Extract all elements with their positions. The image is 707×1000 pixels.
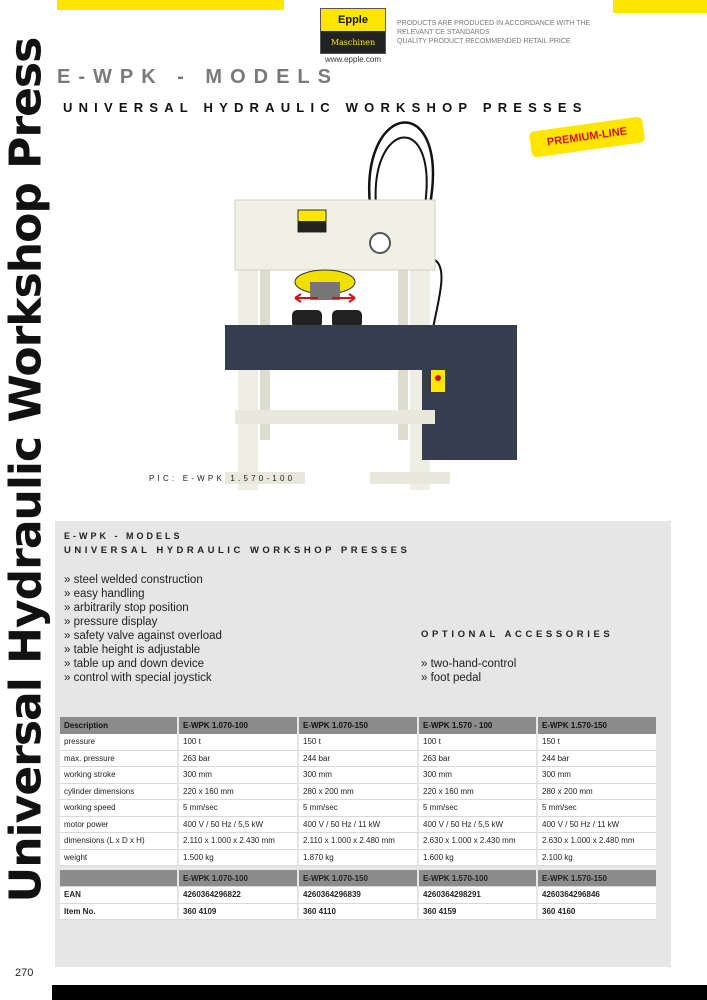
table-cell: motor power: [60, 817, 179, 834]
list-item: » table height is adjustable: [64, 644, 201, 656]
image-caption: PIC: E-WPK 1.570-100: [149, 474, 296, 483]
column-header: Description: [60, 717, 179, 734]
feature-list: [64, 573, 222, 685]
table-cell: 1.600 kg: [419, 850, 538, 867]
accessories-list: [421, 657, 516, 685]
table-cell: 400 V / 50 Hz / 11 kW: [299, 817, 419, 834]
table-cell: 244 bar: [538, 751, 658, 768]
column-header: E-WPK 1.570-150: [538, 717, 658, 734]
table-cell: E-WPK 1.070-150: [299, 870, 419, 887]
table-cell: working stroke: [60, 767, 179, 784]
table-cell: 300 mm: [538, 767, 658, 784]
table-cell: 300 mm: [179, 767, 299, 784]
table-cell: 100 t: [419, 734, 538, 751]
column-header: E-WPK 1.070-100: [179, 717, 299, 734]
premium-line-badge: PREMIUM-LINE: [531, 118, 643, 155]
table-row: [60, 833, 658, 850]
table-cell: 5 mm/sec: [419, 800, 538, 817]
table-cell: 280 x 200 mm: [299, 784, 419, 801]
table-cell: 400 V / 50 Hz / 11 kW: [538, 817, 658, 834]
page-subtitle: UNIVERSAL HYDRAULIC WORKSHOP PRESSES: [63, 100, 588, 115]
table-cell: 4260364296839: [299, 887, 419, 904]
table-row: [60, 751, 658, 768]
table-cell: pressure: [60, 734, 179, 751]
table-cell: 2.100 kg: [538, 850, 658, 867]
table-cell: 263 bar: [179, 751, 299, 768]
table-cell: E-WPK 1.570-150: [538, 870, 658, 887]
bottom-black-bar: [52, 985, 707, 1000]
table-cell: 360 4109: [179, 904, 299, 921]
table-cell: 1.870 kg: [299, 850, 419, 867]
page-title: E-WPK - MODELS: [57, 66, 339, 88]
table-cell: 2.630 x 1.000 x 2.430 mm: [419, 833, 538, 850]
table-cell: 280 x 200 mm: [538, 784, 658, 801]
table-row: [60, 817, 658, 834]
table-cell: 400 V / 50 Hz / 5,5 kW: [179, 817, 299, 834]
table-cell: 360 4110: [299, 904, 419, 921]
list-item: » table up and down device: [64, 658, 205, 670]
table-row-item-no: [60, 904, 658, 921]
table-cell: 5 mm/sec: [299, 800, 419, 817]
logo-subtext: Maschinen: [330, 37, 376, 47]
table-subheader-row: [60, 870, 658, 887]
vertical-section-title: Universal Hydraulic Workshop Press: [0, 37, 52, 903]
panel-subtitle: UNIVERSAL HYDRAULIC WORKSHOP PRESSES: [64, 545, 411, 556]
ce-notice-line: PRODUCTS ARE PRODUCED IN ACCORDANCE WITH THE: [397, 20, 591, 27]
list-item: » steel welded construction: [64, 574, 203, 586]
table-cell: E-WPK 1.070-100: [179, 870, 299, 887]
column-header: E-WPK 1.570 - 100: [419, 717, 538, 734]
table-cell: weight: [60, 850, 179, 867]
table-cell: working speed: [60, 800, 179, 817]
table-row-ean: [60, 887, 658, 904]
table-cell: Item No.: [60, 904, 179, 921]
table-cell: 1.500 kg: [179, 850, 299, 867]
table-cell: 5 mm/sec: [538, 800, 658, 817]
table-cell: cylinder dimensions: [60, 784, 179, 801]
table-cell: max. pressure: [60, 751, 179, 768]
list-item: » foot pedal: [421, 672, 482, 684]
accessories-title: OPTIONAL ACCESSORIES: [421, 629, 614, 640]
table-cell: 220 x 160 mm: [179, 784, 299, 801]
table-row: [60, 800, 658, 817]
list-item: » pressure display: [64, 616, 158, 628]
ce-notice-line: QUALITY PRODUCT RECOMMENDED RETAIL PRICE: [397, 38, 571, 45]
table-cell: 300 mm: [299, 767, 419, 784]
table-cell: 400 V / 50 Hz / 5,5 kW: [419, 817, 538, 834]
list-item: » two-hand-control: [421, 658, 517, 670]
table-cell: 360 4159: [419, 904, 538, 921]
table-cell: 2.110 x 1.000 x 2.480 mm: [299, 833, 419, 850]
ce-notice: [397, 19, 590, 46]
logo-url: www.epple.com: [324, 55, 382, 64]
table-cell: 4260364298291: [419, 887, 538, 904]
table-row: [60, 850, 658, 867]
table-cell: 263 bar: [419, 751, 538, 768]
table-cell: 100 t: [179, 734, 299, 751]
table-cell: E-WPK 1.570-100: [419, 870, 538, 887]
specs-panel: [55, 521, 671, 967]
table-cell: EAN: [60, 887, 179, 904]
top-yellow-bar-left: [57, 0, 284, 10]
table-cell: 150 t: [538, 734, 658, 751]
ce-notice-line: RELEVANT CE STANDARDS: [397, 29, 490, 36]
list-item: » safety valve against overload: [64, 630, 222, 642]
table-cell: 4260364296846: [538, 887, 658, 904]
table-cell: 220 x 160 mm: [419, 784, 538, 801]
table-row: [60, 784, 658, 801]
table-cell: 150 t: [299, 734, 419, 751]
table-cell: 4260364296822: [179, 887, 299, 904]
table-row: [60, 734, 658, 751]
list-item: » easy handling: [64, 588, 145, 600]
table-cell: [60, 870, 179, 887]
table-row: [60, 767, 658, 784]
list-item: » arbitrarily stop position: [64, 602, 189, 614]
table-cell: 244 bar: [299, 751, 419, 768]
logo-wordmark: Epple: [321, 9, 385, 31]
table-cell: 300 mm: [419, 767, 538, 784]
table-cell: 2.110 x 1.000 x 2.430 mm: [179, 833, 299, 850]
list-item: » control with special joystick: [64, 672, 212, 684]
table-cell: 2.630 x 1.000 x 2.480 mm: [538, 833, 658, 850]
column-header: E-WPK 1.070-150: [299, 717, 419, 734]
epple-logo: [319, 8, 387, 63]
top-yellow-bar-right: [613, 0, 707, 13]
hydraulic-press-illustration: [220, 110, 530, 490]
page-number: 270: [15, 967, 34, 979]
table-cell: dimensions (L x D x H): [60, 833, 179, 850]
panel-title: E-WPK - MODELS: [64, 531, 183, 541]
specs-table: [60, 717, 658, 920]
table-cell: 360 4160: [538, 904, 658, 921]
table-cell: 5 mm/sec: [179, 800, 299, 817]
table-header-row: [60, 717, 658, 734]
